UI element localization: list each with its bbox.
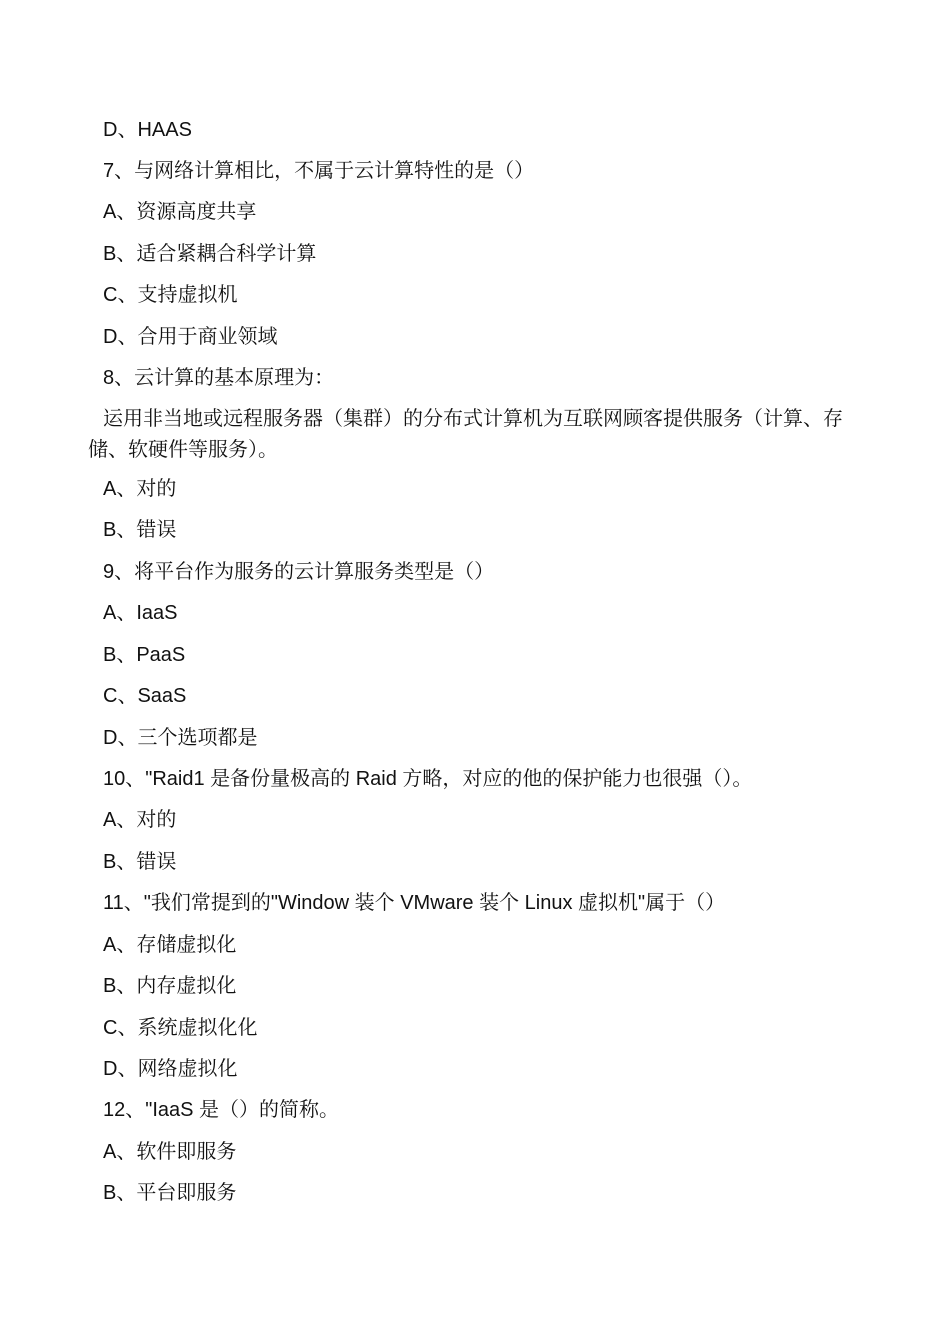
option-8b: B、错误 [103,519,177,541]
question-9: 9、将平台作为服务的云计算服务类型是（） [103,561,495,583]
option-7c: C、支持虚拟机 [103,284,238,306]
option-12b: B、平台即服务 [103,1182,237,1204]
option-10a: A、对的 [103,809,177,831]
question-12: 12、"IaaS 是（）的简称。 [103,1099,340,1121]
option-10b: B、错误 [103,851,177,873]
option-11a: A、存储虚拟化 [103,934,237,956]
option-9c: C、SaaS [103,685,187,707]
option-11b: B、内存虚拟化 [103,975,237,997]
option-6d: D、HAAS [103,119,192,141]
option-7b: B、适合紧耦合科学计算 [103,243,317,265]
option-7d: D、合用于商业领域 [103,326,278,348]
option-8a: A、对的 [103,478,177,500]
question-11: 11、"我们常提到的"Window 装个 VMware 装个 Linux 虚拟机"属于（） [103,892,726,914]
option-11d: D、网络虚拟化 [103,1058,238,1080]
question-10: 10、"Raid1 是备份量极高的 Raid 方略，对应的他的保护能力也很强（）。 [103,768,753,790]
question-8-statement: 运用非当地或远程服务器（集群）的分布式计算机为互联网顾客提供服务（计算、存储、软硬件等服务）。 [88,408,843,461]
option-9a: A、IaaS [103,602,178,624]
question-8: 8、云计算的基本原理为： [103,367,335,389]
option-9b: B、PaaS [103,644,186,666]
option-11c: C、系统虚拟化化 [103,1017,258,1039]
option-12a: A、软件即服务 [103,1141,237,1163]
option-7a: A、资源高度共享 [103,201,257,223]
question-7: 7、与网络计算相比，不属于云计算特性的是（） [103,160,535,182]
option-9d: D、三个选项都是 [103,727,258,749]
